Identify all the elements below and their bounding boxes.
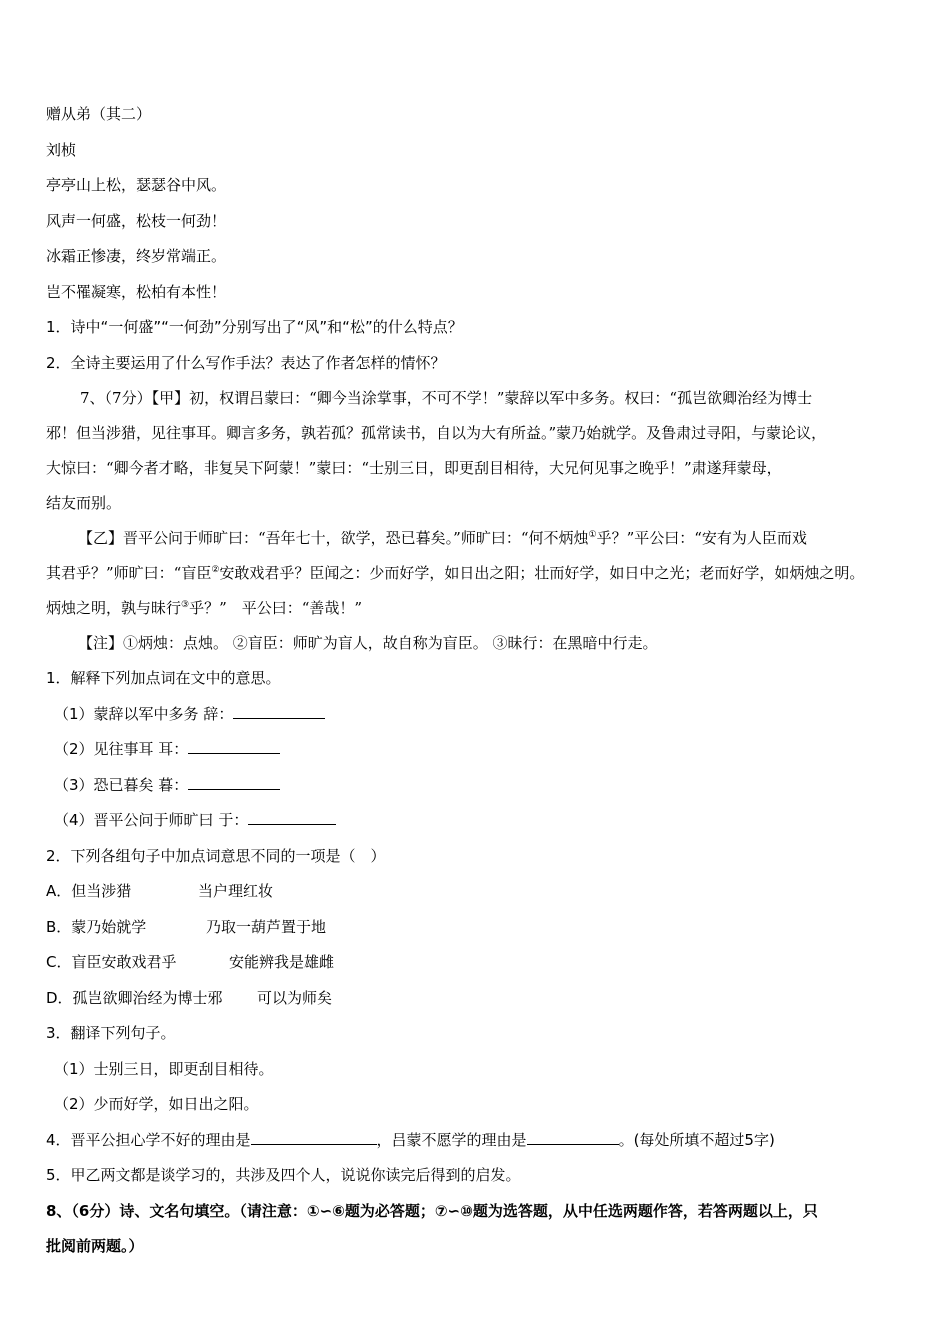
q7-option: A．但当涉猎 当户理红妆: [46, 882, 274, 900]
q7-sub1-item: （4）晋平公问于师旷曰 于：: [46, 803, 916, 839]
poem-question-2: 2．全诗主要运用了什么写作手法？表达了作者怎样的情怀？: [46, 353, 446, 372]
footnote-mark: ③: [181, 600, 190, 610]
q7-option: C．盲臣安敢戏君乎 安能辨我是雄雌: [46, 953, 335, 971]
q7-jia-line: 邪！但当涉猎，见往事耳。卿言多务，孰若孤？孤常读书，自以为大有所益。”蒙乃始就学。及鲁肃过寻阳，与蒙论议，: [46, 424, 827, 442]
q7-option: D．孤岂欲卿治经为博士邪 可以为师矣: [46, 988, 333, 1007]
q7-note: 【注】①炳烛：点烛。 ②盲臣：师旷为盲人，故自称为盲臣。 ③昧行：在黑暗中行走。: [78, 634, 658, 652]
answer-blank[interactable]: [251, 1130, 377, 1145]
poem-title: 赠从弟（其二）: [46, 105, 152, 123]
footnote-mark: ①: [588, 530, 597, 540]
poem-question-1: 1．诗中“一何盛”“一何劲”分别写出了“风”和“松”的什么特点？: [46, 318, 463, 336]
answer-blank[interactable]: [248, 810, 336, 825]
answer-blank[interactable]: [188, 739, 280, 754]
answer-blank[interactable]: [527, 1130, 619, 1145]
answer-blank[interactable]: [233, 704, 325, 719]
q7-sub3-item: （2）少而好学，如日出之阳。: [54, 1095, 259, 1113]
q7-sub1-item: （2）见往事耳 耳：: [46, 732, 916, 768]
q8-line: 8、（6分）诗、文名句填空。（请注意：①∽⑥题为必答题；⑦∽⑩题为选答题，从中任选两题作答，若答两题以上，只: [46, 1201, 818, 1220]
poem-line: 岂不罹凝寒，松柏有本性！: [46, 282, 227, 301]
q7-yi-text: 炳烛之明，孰与昧行: [46, 599, 182, 617]
q8-line: 批阅前两题。）: [46, 1236, 144, 1255]
q7-yi-text: 乎？”平公曰：“安有为人臣而戏: [596, 529, 807, 547]
q7-sub4: 4．晋平公担心学不好的理由是 ，吕蒙不愿学的理由是 。(每处所填不超过5字): [46, 1130, 775, 1149]
q7-yi-text: 乎？” 平公曰：“善哉！”: [189, 599, 363, 617]
poem-author: 刘桢: [46, 140, 77, 159]
q7-yi-line: [46, 591, 916, 626]
q7-sub3-title: 3．翻译下列句子。: [46, 1024, 176, 1042]
q7-sub3-item: （1）士别三日，即更刮目相待。: [54, 1059, 274, 1078]
q7-sub5: 5．甲乙两文都是谈学习的，共涉及四个人，说说你读完后得到的启发。: [46, 1166, 521, 1184]
poem-line: 亭亭山上松，瑟瑟谷中风。: [46, 176, 227, 194]
q7-option: B．蒙乃始就学 乃取一葫芦置于地: [46, 917, 327, 936]
q7-sub1-title: 1．解释下列加点词在文中的意思。: [46, 669, 281, 687]
poem-line: 风声一何盛，松枝一何劲！: [46, 211, 227, 230]
q7-jia-line: 结友而别。: [46, 494, 122, 512]
footnote-mark: ②: [211, 565, 220, 575]
q7-sub1-item: （3）恐已暮矣 暮：: [46, 768, 916, 804]
q7-jia-line: 7、（7分）【甲】初，权谓吕蒙曰：“卿今当涂掌事，不可不学！”蒙辞以军中多务。权曰：“孤岂欲卿治经为博士: [80, 389, 813, 407]
q7-jia-line: 大惊曰：“卿今者才略，非复吴下阿蒙！”蒙曰：“士别三日，即更刮目相待，大兄何见事之晚乎！”肃遂拜蒙母，: [46, 459, 782, 477]
poem-line: 冰霜正惨凄，终岁常端正。: [46, 247, 227, 265]
q7-yi-line: [46, 556, 916, 591]
q7-yi-text: 【乙】晋平公问于师旷曰：“吾年七十，欲学，恐已暮矣。”师旷曰：“何不炳烛: [78, 529, 589, 547]
q7-sub1-item: （1）蒙辞以军中多务 辞：: [46, 697, 916, 733]
answer-blank[interactable]: [188, 775, 280, 790]
q7-yi-line: [46, 521, 916, 556]
q7-sub2-title: 2．下列各组句子中加点词意思不同的一项是（ ）: [46, 846, 386, 865]
document-page: [46, 97, 916, 1264]
q7-yi-text: 安敢戏君乎？臣闻之：少而好学，如日出之阳；壮而好学，如日中之光；老而好学，如炳烛之明。: [219, 564, 865, 582]
q7-yi-text: 其君乎？”师旷曰：“盲臣: [46, 564, 212, 582]
